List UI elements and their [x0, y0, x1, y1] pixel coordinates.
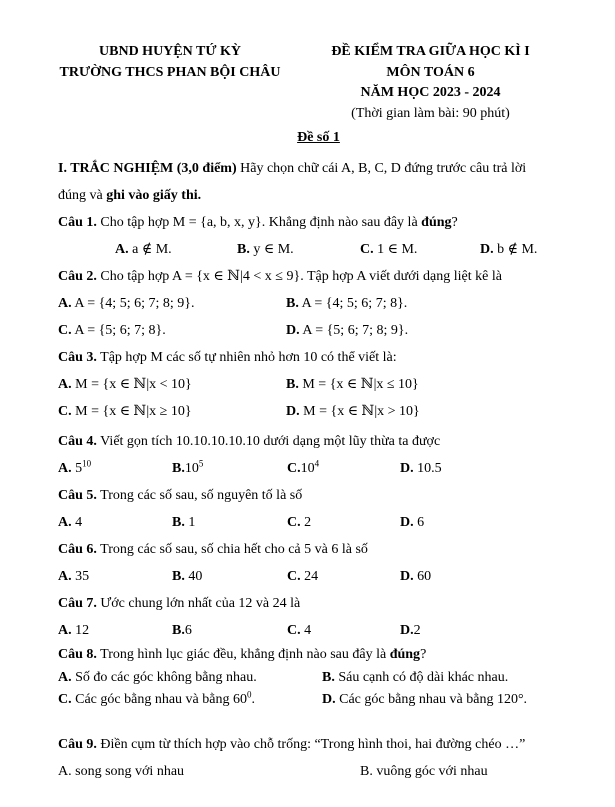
question-2-text: [58, 263, 579, 290]
exam-number-text: Đề số 1: [297, 130, 340, 145]
question-7: [58, 590, 579, 644]
q5-option-c: [287, 509, 400, 536]
question-2-options: [58, 290, 579, 344]
question-7-stem: Ước chung lớn nhất của 12 và 24 là: [96, 596, 301, 611]
q7-option-c-letter: C.: [287, 623, 301, 638]
q4-option-b: [172, 455, 287, 482]
q8-option-c-period: .: [251, 692, 255, 707]
q7-option-c: [287, 617, 400, 644]
question-7-text: [58, 590, 579, 617]
q4-option-c: [287, 455, 400, 482]
q5-option-c-text: 2: [300, 515, 312, 530]
q7-option-d-letter: D.: [400, 623, 414, 638]
q2-option-b-text: A = {4; 5; 6; 7; 8}.: [298, 296, 408, 311]
q5-option-b: [172, 509, 287, 536]
question-5-text: [58, 482, 579, 509]
q1-option-c: [360, 236, 480, 263]
q3-option-a: [58, 371, 286, 398]
q8-option-c: [58, 689, 322, 712]
question-4: [58, 428, 579, 482]
q8-option-a-text: Số đo các góc không bằng nhau.: [71, 669, 257, 685]
q1-option-a: [115, 236, 237, 263]
q9-option-b-text: vuông góc với nhau: [372, 763, 488, 779]
q4-option-a-base: 5: [71, 461, 83, 476]
q3-option-c: [58, 398, 286, 425]
question-6: [58, 536, 579, 590]
q8-option-a-letter: A.: [58, 669, 72, 685]
question-3-options: [58, 371, 579, 425]
q1-option-d-letter: D.: [480, 242, 494, 257]
q2-option-d: [286, 317, 579, 344]
q3-option-c-letter: C.: [58, 404, 72, 419]
q7-option-d-text: 2: [413, 623, 421, 638]
q7-option-b: [172, 617, 287, 644]
q5-option-b-letter: B.: [172, 515, 185, 530]
q6-option-b: [172, 563, 287, 590]
question-8-options: [58, 667, 579, 712]
q1-option-a-letter: A.: [115, 242, 129, 257]
q9-option-b: [360, 758, 579, 785]
q4-option-d: [400, 455, 579, 482]
question-9-label: Câu 9.: [58, 736, 97, 752]
question-2-stem: Cho tập hợp A = {x ∈ ℕ|4 < x ≤ 9}. Tập hợp A viết dưới dạng liệt kê là: [96, 269, 502, 284]
q3-option-c-text: M = {x ∈ ℕ|x ≥ 10}: [71, 404, 192, 419]
q3-option-a-text: M = {x ∈ ℕ|x < 10}: [71, 377, 192, 392]
q5-option-b-text: 1: [184, 515, 196, 530]
q1-option-b-text: y ∈ M.: [249, 242, 294, 257]
q5-option-a: [58, 509, 172, 536]
q4-option-a-letter: A.: [58, 461, 72, 476]
q3-option-d-letter: D.: [286, 404, 300, 419]
q9-option-a: [58, 758, 360, 785]
question-5-options: [58, 509, 579, 536]
q7-option-a-letter: A.: [58, 623, 72, 638]
question-7-options: [58, 617, 579, 644]
q9-option-a-text: song song với nhau: [71, 763, 185, 779]
q1-option-d-text: b ∉ M.: [493, 242, 538, 257]
q8-option-d-letter: D.: [322, 692, 336, 707]
question-1-stem-end: ?: [451, 215, 458, 230]
q5-option-c-letter: C.: [287, 515, 301, 530]
question-6-text: [58, 536, 579, 563]
question-4-stem: Viết gọn tích 10.10.10.10.10 dưới dạng một lũy thừa ta được: [96, 434, 441, 449]
section-instruction-2: đúng và: [58, 188, 107, 203]
q5-option-a-letter: A.: [58, 515, 72, 530]
q6-option-c-text: 24: [300, 569, 319, 584]
question-4-label: Câu 4.: [58, 434, 97, 449]
question-1-options: [115, 236, 579, 263]
q9-option-a-letter: A.: [58, 763, 72, 779]
question-5: [58, 482, 579, 536]
q6-option-a: [58, 563, 172, 590]
question-3: [58, 344, 579, 425]
question-6-options: [58, 563, 579, 590]
q8-option-d-text: Các góc bằng nhau và bằng 120°.: [335, 692, 528, 707]
question-8-stem-end: ?: [420, 647, 427, 662]
q8-option-b-letter: B.: [322, 669, 335, 685]
subject-line: MÔN TOÁN 6: [386, 64, 475, 80]
question-9-text: [58, 731, 579, 758]
q1-option-a-text: a ∉ M.: [128, 242, 172, 257]
question-3-stem: Tập hợp M các số tự nhiên nhỏ hơn 10 có thể viết là:: [96, 350, 397, 365]
q4-option-b-base: 10: [184, 461, 199, 476]
question-7-label: Câu 7.: [58, 596, 97, 611]
q7-option-b-letter: B.: [172, 623, 185, 638]
q1-option-c-letter: C.: [360, 242, 374, 257]
q5-option-a-text: 4: [71, 515, 83, 530]
q6-option-c-letter: C.: [287, 569, 301, 584]
q8-option-b-text: Sáu cạnh có độ dài khác nhau.: [334, 669, 509, 685]
question-9-stem: Điền cụm từ thích hợp vào chỗ trống: “Trong hình thoi, hai đường chéo …”: [96, 736, 526, 752]
q8-option-d: [322, 689, 579, 712]
question-8-stem: Trong hình lục giác đều, khẳng định nào sau đây là: [96, 647, 390, 662]
q1-option-d: [480, 236, 579, 263]
school-block: [58, 42, 282, 124]
q6-option-b-text: 40: [184, 569, 203, 584]
question-1-label: Câu 1.: [58, 215, 97, 230]
question-8: [58, 644, 579, 712]
q1-option-b: [237, 236, 360, 263]
q7-option-a: [58, 617, 172, 644]
section-heading: [58, 155, 579, 209]
exam-title-line: ĐỀ KIỂM TRA GIỮA HỌC KÌ I: [331, 44, 530, 59]
q5-option-d: [400, 509, 579, 536]
q7-option-c-text: 4: [300, 623, 312, 638]
q4-option-b-letter: B.: [172, 461, 185, 476]
q6-option-a-letter: A.: [58, 569, 72, 584]
question-4-options: [58, 455, 579, 482]
question-1: [58, 209, 579, 263]
question-6-label: Câu 6.: [58, 542, 97, 557]
section-line-1: [58, 155, 579, 182]
duration-line: (Thời gian làm bài: 90 phút): [351, 105, 510, 121]
q5-option-d-letter: D.: [400, 515, 414, 530]
school-name: TRƯỜNG THCS PHAN BỘI CHÂU: [59, 64, 281, 80]
question-5-stem: Trong các số sau, số nguyên tố là số: [96, 488, 303, 503]
q1-option-c-text: 1 ∈ M.: [373, 242, 418, 257]
question-9-options: [58, 758, 579, 785]
section-line-2: [58, 182, 579, 209]
q2-option-b: [286, 290, 579, 317]
exam-header: [58, 42, 579, 124]
q2-option-d-letter: D.: [286, 323, 300, 338]
q8-option-c-letter: C.: [58, 692, 72, 707]
question-8-text: [58, 644, 579, 667]
q2-option-a: [58, 290, 286, 317]
question-3-label: Câu 3.: [58, 350, 97, 365]
question-2: [58, 263, 579, 344]
q8-option-c-base: Các góc bằng nhau và bằng 60: [71, 692, 247, 707]
question-6-stem: Trong các số sau, số chia hết cho cả 5 và 6 là số: [96, 542, 368, 557]
section-title: I. TRẮC NGHIỆM (3,0 điểm): [58, 161, 237, 176]
exam-info-block: [282, 42, 579, 124]
q2-option-a-text: A = {4; 5; 6; 7; 8; 9}.: [71, 296, 195, 311]
org-name: UBND HUYỆN TỨ KỲ: [99, 44, 241, 59]
q2-option-b-letter: B.: [286, 296, 299, 311]
question-5-label: Câu 5.: [58, 488, 97, 503]
q9-option-b-letter: B.: [360, 763, 373, 779]
q7-option-d: [400, 617, 579, 644]
question-1-text: [58, 209, 579, 236]
q6-option-d: [400, 563, 579, 590]
q3-option-b-letter: B.: [286, 377, 299, 392]
q8-option-b: [322, 667, 579, 690]
q3-option-d-text: M = {x ∈ ℕ|x > 10}: [299, 404, 420, 419]
question-8-emphasis: đúng: [389, 647, 421, 662]
question-3-text: [58, 344, 579, 371]
q6-option-c: [287, 563, 400, 590]
section-instruction-bold: ghi vào giấy thi.: [106, 188, 202, 203]
q5-option-d-text: 6: [413, 515, 425, 530]
q4-option-c-letter: C.: [287, 461, 301, 476]
q2-option-c-letter: C.: [58, 323, 72, 338]
q4-option-a-exponent: 10: [82, 458, 92, 469]
q4-option-d-letter: D.: [400, 461, 414, 476]
question-1-stem: Cho tập hợp M = {a, b, x, y}. Khẳng định nào sau đây là: [96, 215, 422, 230]
q8-option-a: [58, 667, 322, 690]
question-2-label: Câu 2.: [58, 269, 97, 284]
q3-option-b-text: M = {x ∈ ℕ|x ≤ 10}: [298, 377, 419, 392]
exam-number: [58, 128, 579, 148]
q3-option-a-letter: A.: [58, 377, 72, 392]
q2-option-a-letter: A.: [58, 296, 72, 311]
q6-option-a-text: 35: [71, 569, 90, 584]
q3-option-d: [286, 398, 579, 425]
section-instruction-1: Hãy chọn chữ cái A, B, C, D đứng trước câu trả lời: [236, 161, 527, 176]
q6-option-d-text: 60: [413, 569, 432, 584]
q4-option-b-exponent: 5: [198, 458, 204, 469]
q4-option-c-exponent: 4: [314, 458, 320, 469]
q2-option-c: [58, 317, 286, 344]
q1-option-b-letter: B.: [237, 242, 250, 257]
q6-option-d-letter: D.: [400, 569, 414, 584]
q2-option-c-text: A = {5; 6; 7; 8}.: [71, 323, 166, 338]
question-4-text: [58, 428, 579, 455]
q8-option-c-exponent: 0: [246, 689, 252, 700]
q7-option-b-text: 6: [184, 623, 192, 638]
q6-option-b-letter: B.: [172, 569, 185, 584]
q3-option-b: [286, 371, 579, 398]
question-9: [58, 731, 579, 785]
question-8-label: Câu 8.: [58, 647, 97, 662]
q4-option-c-base: 10: [300, 461, 315, 476]
school-year-line: NĂM HỌC 2023 - 2024: [360, 85, 501, 100]
question-1-emphasis: đúng: [421, 215, 452, 230]
q7-option-a-text: 12: [71, 623, 90, 638]
q2-option-d-text: A = {5; 6; 7; 8; 9}.: [299, 323, 409, 338]
q4-option-a: [58, 455, 172, 482]
q4-option-d-text: 10.5: [413, 461, 442, 476]
